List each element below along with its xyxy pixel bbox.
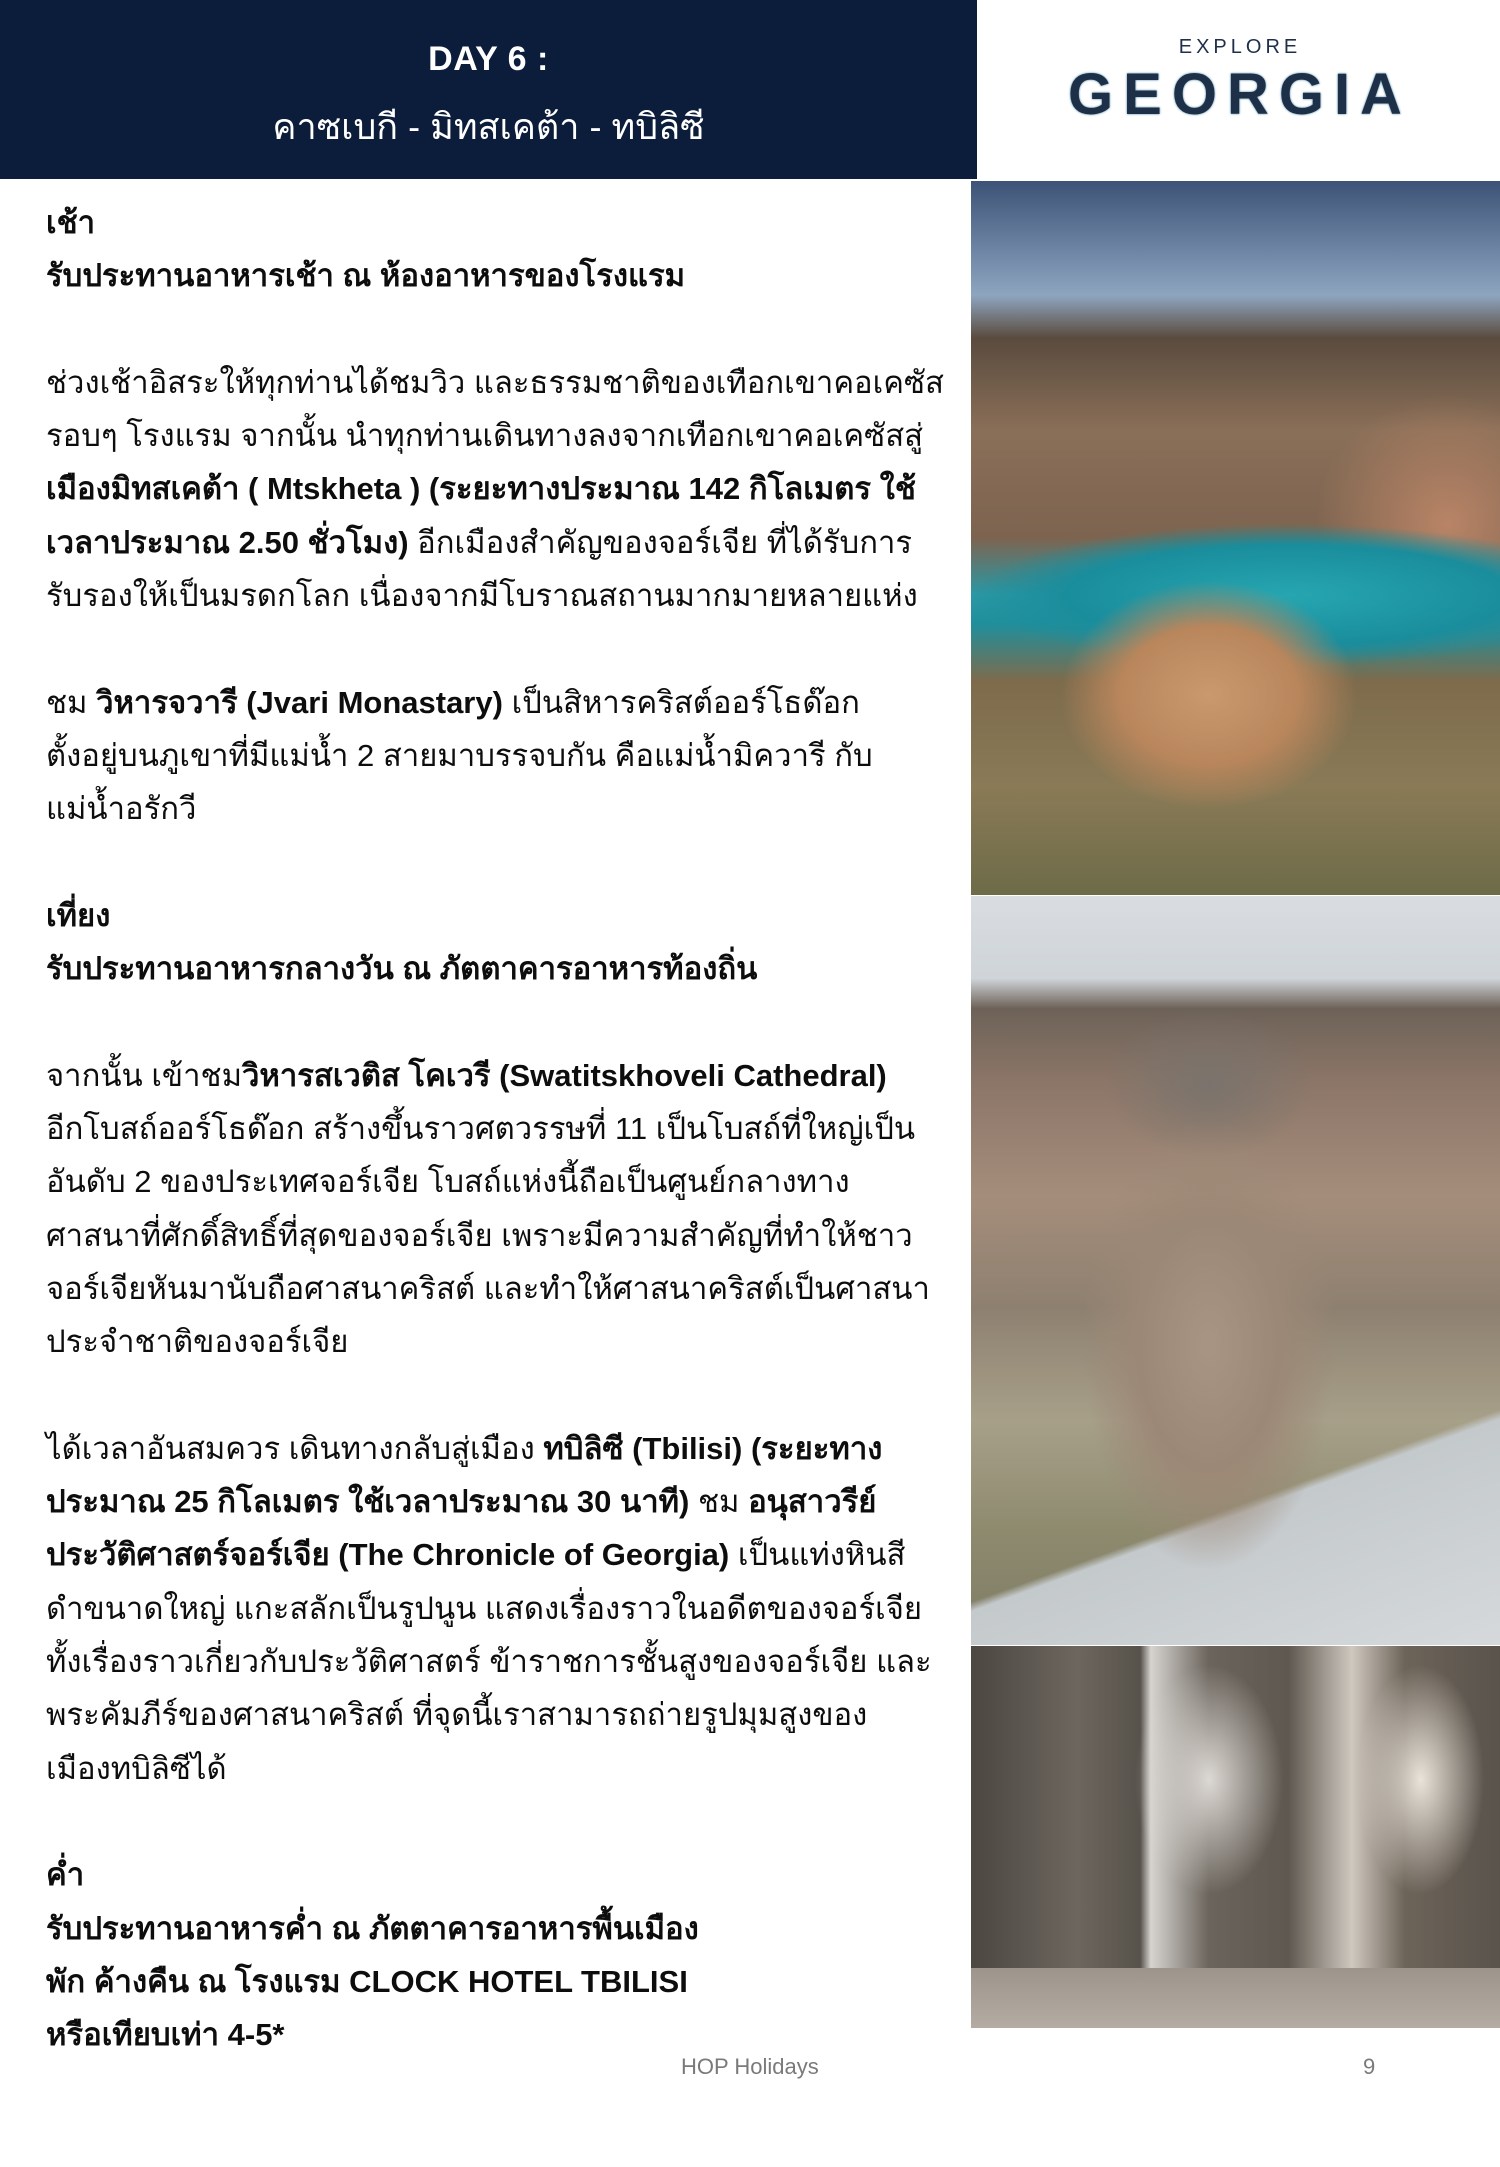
plain-text: ชม: [689, 1484, 749, 1520]
text-line: [46, 1049, 966, 1102]
plain-text: เป็นแท่งหินสี: [729, 1537, 906, 1573]
photo-svetitskhoveli-cathedral: [971, 896, 1500, 1645]
morning-section: [46, 196, 966, 836]
text-line: [46, 676, 966, 729]
morning-heading: เช้า: [46, 205, 96, 240]
spacer: [46, 1795, 966, 1848]
text-line: รับรองให้เป็นมรดกโลก เนื่องจากมีโบราณสถานมากมายหลายแห่ง: [46, 578, 918, 614]
day-title: DAY 6 :: [428, 40, 549, 78]
photo-chronicle-of-georgia: [971, 1646, 1500, 2028]
hotel-note: หรือเทียบเท่า 4-5*: [46, 2017, 285, 2053]
text-line: ช่วงเช้าอิสระให้ทุกท่านได้ชมวิว และธรรมชาติของเทือกเขาคอเคซัส: [46, 364, 944, 400]
spacer: [46, 836, 966, 889]
morning-paragraph-2: [46, 676, 966, 836]
text-line: พระคัมภีร์ของศาสนาคริสต์ ที่จุดนี้เราสามารถถ่ายรูปมุมสูงของ: [46, 1697, 868, 1733]
route-title: คาซเบกี - มิทสเคต้า - ทบิลิซี: [272, 106, 705, 147]
plain-text: จากนั้น เข้าชม: [46, 1057, 243, 1093]
morning-meal: รับประทานอาหารเช้า ณ ห้องอาหารของโรงแรม: [46, 258, 686, 294]
evening-section: [46, 1848, 966, 2061]
spacer: [46, 303, 966, 356]
text-line: ตั้งอยู่บนภูเขาที่มีแม่น้ำ 2 สายมาบรรจบกัน คือแม่น้ำมิควารี กับ: [46, 737, 873, 773]
explore-georgia-logo: [1050, 36, 1430, 128]
bold-text: วิหารจวารี (Jvari Monastary): [96, 684, 503, 720]
logo-georgia-text: GEORGIA: [1068, 62, 1412, 127]
text-line: [46, 1422, 966, 1475]
spacer: [46, 622, 966, 675]
plain-text: เป็นสิหารคริสต์ออร์โธด๊อก: [502, 684, 860, 720]
text-line: ดำขนาดใหญ่ แกะสลักเป็นรูปนูน แสดงเรื่องราวในอดีตของจอร์เจีย: [46, 1590, 923, 1626]
plain-text: ได้เวลาอันสมควร เดินทางกลับสู่เมือง: [46, 1430, 544, 1466]
photo-floor-area: [971, 1968, 1500, 2028]
bold-text: ประวัติศาสตร์จอร์เจีย (The Chronicle of Georgia): [46, 1537, 730, 1573]
text-line: อันดับ 2 ของประเทศจอร์เจีย โบสถ์แห่งนี้ถือเป็นศูนย์กลางทาง: [46, 1164, 850, 1200]
bold-text: อนุสาวรีย์: [748, 1484, 877, 1520]
text-line: ทั้งเรื่องราวเกี่ยวกับประวัติศาสตร์ ข้าราชการชั้นสูงของจอร์เจีย และ: [46, 1644, 932, 1680]
text-line: แม่น้ำอรักวี: [46, 791, 197, 827]
photo-jvari-monastery: [971, 181, 1500, 895]
noon-heading: เที่ยง: [46, 897, 111, 933]
noon-paragraph-1: [46, 1049, 966, 1369]
bold-text: ประมาณ 25 กิโลเมตร ใช้เวลาประมาณ 30 นาที): [46, 1484, 690, 1520]
plain-text: ชม: [46, 684, 97, 720]
spacer: [46, 995, 966, 1048]
text-line: รอบๆ โรงแรม จากนั้น นำทุกท่านเดินทางลงจากเทือกเขาคอเคซัสสู่: [46, 418, 924, 454]
text-line: เมืองทบิลิซีได้: [46, 1750, 227, 1786]
bold-text: วิหารสเวติส โคเวรี (Swatitskhoveli Cathedral): [242, 1057, 887, 1093]
morning-paragraph-1: [46, 356, 966, 622]
evening-meal: รับประทานอาหารค่ำ ณ ภัตตาคารอาหารพื้นเมือง: [46, 1910, 699, 1946]
noon-meal: รับประทานอาหารกลางวัน ณ ภัตตาคารอาหารท้องถิ่น: [46, 951, 758, 987]
text-line: อีกโบสถ์ออร์โธด๊อก สร้างขึ้นราวศตวรรษที่ 11 เป็นโบสถ์ที่ใหญ่เป็น: [46, 1111, 916, 1147]
text-line: [46, 516, 966, 569]
text-line: เมืองมิทสเคต้า ( Mtskheta ) (ระยะทางประมาณ 142 กิโลเมตร ใช้: [46, 471, 916, 507]
footer-brand: HOP Holidays: [681, 2054, 819, 2079]
noon-section: [46, 889, 966, 1795]
text-line: [46, 1528, 966, 1581]
page-number: 9: [1363, 2054, 1376, 2079]
text-line: จอร์เจียหันมานับถือศาสนาคริสต์ และทำให้ศาสนาคริสต์เป็นศาสนา: [46, 1270, 930, 1306]
day-header-banner: [0, 0, 977, 179]
bold-text: ทบิลิซี (Tbilisi) (ระยะทาง: [543, 1430, 883, 1466]
plain-text: อีกเมืองสำคัญของจอร์เจีย ที่ได้รับการ: [408, 524, 913, 560]
hotel-info: พัก ค้างคืน ณ โรงแรม CLOCK HOTEL TBILISI: [46, 1963, 688, 1999]
evening-heading: ค่ำ: [46, 1857, 85, 1893]
text-line: ประจำชาติของจอร์เจีย: [46, 1324, 349, 1360]
noon-paragraph-2: [46, 1422, 966, 1795]
itinerary-content: [46, 196, 966, 2061]
bold-text: เวลาประมาณ 2.50 ชั่วโมง): [46, 524, 409, 560]
logo-explore-text: EXPLORE: [1178, 36, 1302, 58]
spacer: [46, 1369, 966, 1422]
text-line: [46, 1475, 966, 1528]
text-line: ศาสนาที่ศักดิ์สิทธิ์ที่สุดของจอร์เจีย เพราะมีความสำคัญที่ทำให้ชาว: [46, 1217, 913, 1253]
